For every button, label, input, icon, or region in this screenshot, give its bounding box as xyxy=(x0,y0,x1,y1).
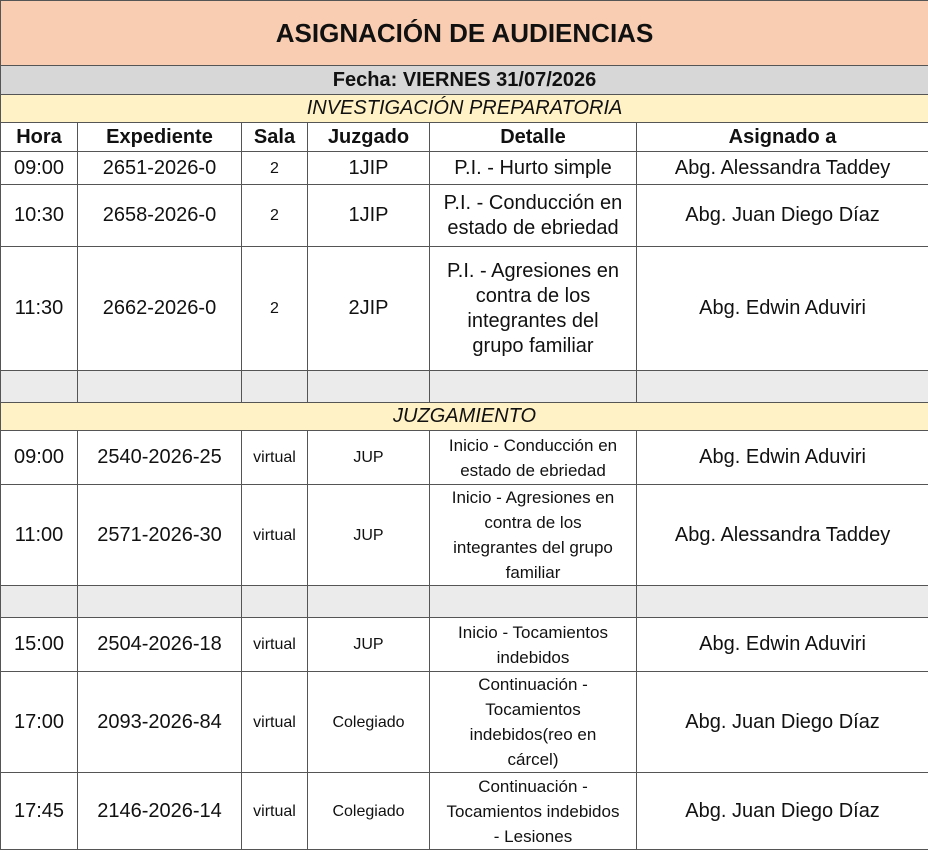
hora-cell: 17:45 xyxy=(1,773,78,850)
asignado-cell: Abg. Juan Diego Díaz xyxy=(637,672,928,773)
column-header-row xyxy=(1,123,928,152)
sala-cell: virtual xyxy=(242,485,308,586)
detalle-cell xyxy=(430,485,637,586)
detalle-cell xyxy=(430,672,637,773)
detalle-line: Inicio - Agresiones en xyxy=(451,488,615,507)
table-row xyxy=(1,485,928,586)
expediente-cell: 2540-2026-25 xyxy=(78,431,242,485)
detalle-line: Tocamientos indebidos xyxy=(446,801,620,821)
detalle-line: familiar xyxy=(505,563,561,582)
asignado-cell: Abg. Juan Diego Díaz xyxy=(637,773,928,850)
detalle-cell xyxy=(430,431,637,485)
column-header-asignado: Asignado a xyxy=(637,123,928,152)
detalle-cell xyxy=(430,247,637,371)
detalle-line: indebidos(reo en xyxy=(469,725,597,744)
hora-cell: 15:00 xyxy=(1,618,78,672)
detalle-line: contra de los xyxy=(484,513,582,532)
empty-row xyxy=(1,371,928,403)
detalle-line: Continuación - xyxy=(478,776,588,796)
detalle-line: estado de ebriedad xyxy=(447,216,619,239)
sala-cell: virtual xyxy=(242,672,308,773)
empty-row xyxy=(1,586,928,618)
table-row xyxy=(1,672,928,773)
detalle-cell xyxy=(430,185,637,247)
sala-cell: virtual xyxy=(242,618,308,672)
juzgado-cell: JUP xyxy=(308,485,430,586)
juzgado-cell: 2JIP xyxy=(308,247,430,371)
juzgado-cell: Colegiado xyxy=(308,672,430,773)
hora-cell: 09:00 xyxy=(1,152,78,185)
section-title-juzgamiento: JUZGAMIENTO xyxy=(1,403,928,431)
column-header-juzgado: Juzgado xyxy=(308,123,430,152)
detalle-line: P.I. - Hurto simple xyxy=(454,156,612,179)
column-header-hora: Hora xyxy=(1,123,78,152)
expediente-cell: 2662-2026-0 xyxy=(78,247,242,371)
detalle-line: Inicio - Conducción en xyxy=(448,435,618,455)
detalle-line: Tocamientos xyxy=(485,700,581,719)
page-title: ASIGNACIÓN DE AUDIENCIAS xyxy=(1,1,928,66)
table-row xyxy=(1,431,928,485)
table-row xyxy=(1,247,928,371)
asignado-cell: Abg. Edwin Aduviri xyxy=(637,431,928,485)
detalle-cell xyxy=(430,152,637,185)
detalle-line: grupo familiar xyxy=(472,334,594,357)
detalle-line: indebidos xyxy=(496,647,570,667)
asignado-cell: Abg. Alessandra Taddey xyxy=(637,152,928,185)
detalle-line: integrantes del grupo xyxy=(453,538,613,557)
section-title-investigacion: INVESTIGACIÓN PREPARATORIA xyxy=(1,95,928,123)
hora-cell: 11:00 xyxy=(1,485,78,586)
detalle-line: estado de ebriedad xyxy=(460,460,606,480)
table-row xyxy=(1,185,928,247)
juzgado-cell: JUP xyxy=(308,431,430,485)
hora-cell: 11:30 xyxy=(1,247,78,371)
expediente-cell: 2146-2026-14 xyxy=(78,773,242,850)
asignado-cell: Abg. Juan Diego Díaz xyxy=(637,185,928,247)
asignado-cell: Abg. Edwin Aduviri xyxy=(637,618,928,672)
table-row xyxy=(1,618,928,672)
detalle-cell xyxy=(430,773,637,850)
table-row xyxy=(1,773,928,850)
sala-cell: 2 xyxy=(242,247,308,371)
hora-cell: 09:00 xyxy=(1,431,78,485)
column-header-sala: Sala xyxy=(242,123,308,152)
detalle-line: - Lesiones xyxy=(493,826,573,846)
expediente-cell: 2093-2026-84 xyxy=(78,672,242,773)
expediente-cell: 2504-2026-18 xyxy=(78,618,242,672)
detalle-line: cárcel) xyxy=(507,750,559,769)
column-header-expediente: Expediente xyxy=(78,123,242,152)
sala-cell: 2 xyxy=(242,185,308,247)
sala-cell: virtual xyxy=(242,431,308,485)
expediente-cell: 2651-2026-0 xyxy=(78,152,242,185)
date-header: Fecha: VIERNES 31/07/2026 xyxy=(1,66,928,95)
juzgado-cell: 1JIP xyxy=(308,185,430,247)
sala-cell: virtual xyxy=(242,773,308,850)
detalle-line: P.I. - Agresiones en xyxy=(447,259,619,282)
detalle-line: integrantes del xyxy=(467,309,599,332)
detalle-cell xyxy=(430,618,637,672)
detalle-line: Inicio - Tocamientos xyxy=(458,622,608,642)
expediente-cell: 2571-2026-30 xyxy=(78,485,242,586)
sala-cell: 2 xyxy=(242,152,308,185)
detalle-line: Continuación - xyxy=(478,675,588,694)
detalle-line: contra de los xyxy=(475,284,591,307)
detalle-line: P.I. - Conducción en xyxy=(443,191,623,214)
expediente-cell: 2658-2026-0 xyxy=(78,185,242,247)
juzgado-cell: Colegiado xyxy=(308,773,430,850)
asignado-cell: Abg. Alessandra Taddey xyxy=(637,485,928,586)
hora-cell: 17:00 xyxy=(1,672,78,773)
column-header-detalle: Detalle xyxy=(430,123,637,152)
hora-cell: 10:30 xyxy=(1,185,78,247)
asignado-cell: Abg. Edwin Aduviri xyxy=(637,247,928,371)
juzgado-cell: JUP xyxy=(308,618,430,672)
juzgado-cell: 1JIP xyxy=(308,152,430,185)
table-row xyxy=(1,152,928,185)
